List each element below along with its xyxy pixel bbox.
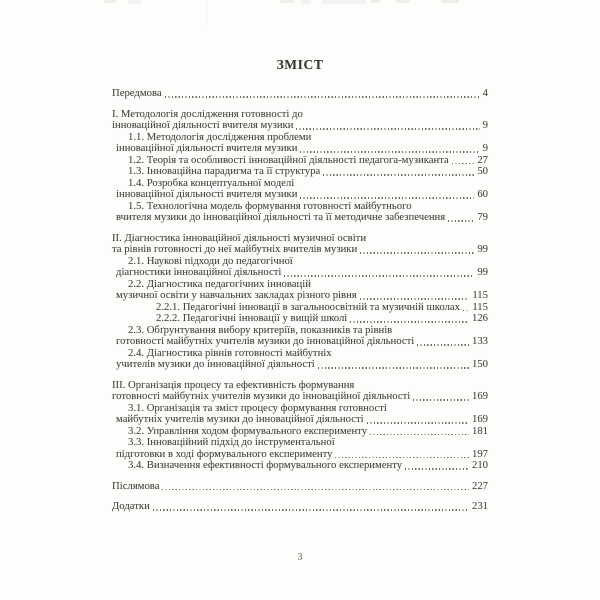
toc-entry-line	[112, 120, 488, 132]
toc-entry-text: вчителя музики до інноваційної діяльності та її методичне забезпечення	[116, 211, 446, 223]
toc-entry-text: 2.2.1. Педагогічні інновації в загальноосвітній та музичній школах	[156, 300, 461, 313]
toc-page-number: 231	[471, 500, 488, 512]
toc-entry-text: діагностики інноваційної діяльності	[116, 266, 282, 278]
toc-entry-line	[112, 166, 488, 178]
toc-entry-text: готовності майбутніх учителів музики до інноваційної діяльності	[116, 335, 415, 347]
toc-page-number: 197	[471, 447, 488, 460]
scan-artifact	[280, 0, 294, 3]
toc-entry-text: підготовки в ході формувального експерименту	[116, 447, 333, 460]
table-of-contents	[112, 88, 488, 513]
scan-artifact	[396, 0, 410, 3]
dot-leader	[370, 426, 469, 438]
dot-leader	[300, 143, 479, 155]
toc-entry-text: 2.2. Діагностика педагогічних інновацій	[128, 277, 311, 290]
toc-entry-line	[112, 313, 488, 325]
toc-entry-text: учителів музики до інноваційної діяльності	[116, 358, 315, 370]
scan-artifact	[128, 0, 141, 4]
scan-artifact	[301, 0, 311, 4]
scan-artifact	[104, 0, 116, 3]
toc-entry-line	[112, 212, 488, 224]
dot-leader	[162, 481, 469, 493]
toc-entry-text: інноваційної діяльності вчителя музики	[116, 142, 298, 154]
scan-artifact	[441, 0, 459, 3]
toc-entry-text: 2.2.2. Педагогічні інновації у вищій школі	[156, 312, 348, 324]
scan-artifact	[322, 0, 366, 4]
toc-entry-text: інноваційної діяльності вчителя музики	[112, 119, 294, 131]
dot-leader	[360, 290, 470, 302]
dot-leader	[153, 501, 469, 513]
toc-entry-text: та рівнів готовності до неї майбутніх вчителів музики	[112, 243, 358, 255]
toc-page-number: 99	[477, 243, 488, 255]
toc-entry-text: 3.2. Управління ходом формувального експерименту	[128, 424, 368, 437]
dot-leader	[296, 120, 479, 132]
toc-entry-text: музичної освіти у навчальних закладах різного рівня	[116, 289, 357, 301]
toc-page-number: 169	[471, 390, 488, 402]
toc-page-number: 133	[471, 335, 488, 347]
dot-leader	[448, 212, 474, 224]
toc-entry-text: Післямова	[112, 479, 160, 492]
dot-leader	[463, 302, 469, 314]
dot-leader	[335, 449, 469, 461]
toc-entry-text: 1.2. Теорія та особливості інноваційної діяльності педагога-музиканта	[128, 153, 449, 166]
toc-entry-line	[112, 501, 488, 513]
toc-page-number: 9	[482, 142, 488, 154]
toc-entry-text: майбутніх учителів музики до інноваційної діяльності	[116, 413, 364, 425]
toc-entry-text: 3.1. Організація та зміст процесу формування готовності	[128, 401, 387, 414]
toc-entry-line	[112, 189, 488, 201]
toc-page-number: 115	[472, 289, 488, 301]
toc-page-number: 27	[477, 153, 488, 166]
toc-page-number: 126	[471, 312, 488, 324]
toc-page-number: 99	[477, 266, 488, 278]
toc-entry-text: 2.3. Обґрунтування вибору критеріїв, показників та рівнів	[128, 323, 393, 336]
dot-leader	[284, 267, 474, 279]
toc-page-number: 60	[477, 188, 488, 200]
toc-page-number: 181	[471, 424, 488, 437]
toc-entry-line	[112, 244, 488, 256]
toc-entry-text: III. Організація процесу та ефективність формування	[112, 378, 355, 391]
dot-leader	[405, 460, 469, 472]
page-title: ЗМІСТ	[276, 57, 324, 72]
toc-page-number: 79	[477, 211, 488, 223]
dot-leader	[360, 244, 474, 256]
toc-entry-line	[112, 481, 488, 493]
toc-page-number: 227	[471, 479, 488, 492]
toc-entry-text: II. Діагностика інноваційної діяльності музичної освіти	[112, 231, 367, 244]
dot-leader	[413, 391, 469, 403]
toc-entry-line	[112, 359, 488, 371]
toc-entry-line	[112, 391, 488, 403]
dot-leader	[350, 313, 469, 325]
dot-leader	[300, 189, 474, 201]
toc-entry-line	[112, 267, 488, 279]
toc-entry-text: 3.4. Визначення ефективності формувального експерименту	[128, 459, 403, 471]
scan-artifact	[206, 0, 207, 26]
toc-entry-line	[112, 460, 488, 472]
toc-page-number: 115	[472, 300, 488, 313]
toc-entry-text: 2.4. Діагностика рівнів готовності майбутніх	[128, 346, 332, 359]
toc-page-number: 9	[482, 119, 488, 131]
toc-entry-text: 1.3. Інноваційна парадигма та її структура	[128, 165, 321, 177]
toc-entry-text: 2.1. Наукові підходи до педагогічної	[128, 254, 293, 267]
toc-entry-line	[112, 336, 488, 348]
toc-entry-line	[112, 143, 488, 155]
toc-entry-text: 1.4. Розробка концептуальної моделі	[128, 176, 295, 189]
dot-leader	[367, 414, 469, 426]
dot-leader	[318, 359, 469, 371]
toc-entry-text: інноваційної діяльності вчителя музики	[116, 188, 298, 200]
toc-page-number: 169	[471, 413, 488, 425]
toc-page-number: 4	[482, 87, 488, 99]
toc-entry-text: 1.1. Методологія дослідження проблеми	[128, 130, 312, 143]
toc-entry-line	[112, 437, 488, 449]
toc-entry-text: I. Методологія дослідження готовності до	[112, 107, 303, 120]
toc-entry-line	[112, 290, 488, 302]
footer-page-number: 3	[297, 552, 303, 563]
dot-leader	[323, 166, 474, 178]
toc-entry-line	[112, 88, 488, 100]
scan-artifact	[371, 0, 380, 3]
dot-leader	[452, 155, 475, 167]
toc-entry-text: готовності майбутніх учителів музики до інноваційної діяльності	[112, 390, 411, 402]
toc-entry-text: 1.5. Технологічна модель формування готовності майбутнього	[128, 199, 412, 212]
toc-entry-text: Передмова	[112, 87, 162, 99]
toc-entry-line	[112, 414, 488, 426]
toc-entry-text: 3.3. Інноваційний підхід до інструментальної	[128, 436, 335, 448]
dot-leader	[417, 336, 469, 348]
toc-page-number: 50	[477, 165, 488, 177]
toc-page-number: 150	[471, 358, 488, 370]
toc-entry-text: Додатки	[112, 500, 150, 512]
toc-page-number: 210	[471, 459, 488, 471]
dot-leader	[165, 88, 480, 100]
